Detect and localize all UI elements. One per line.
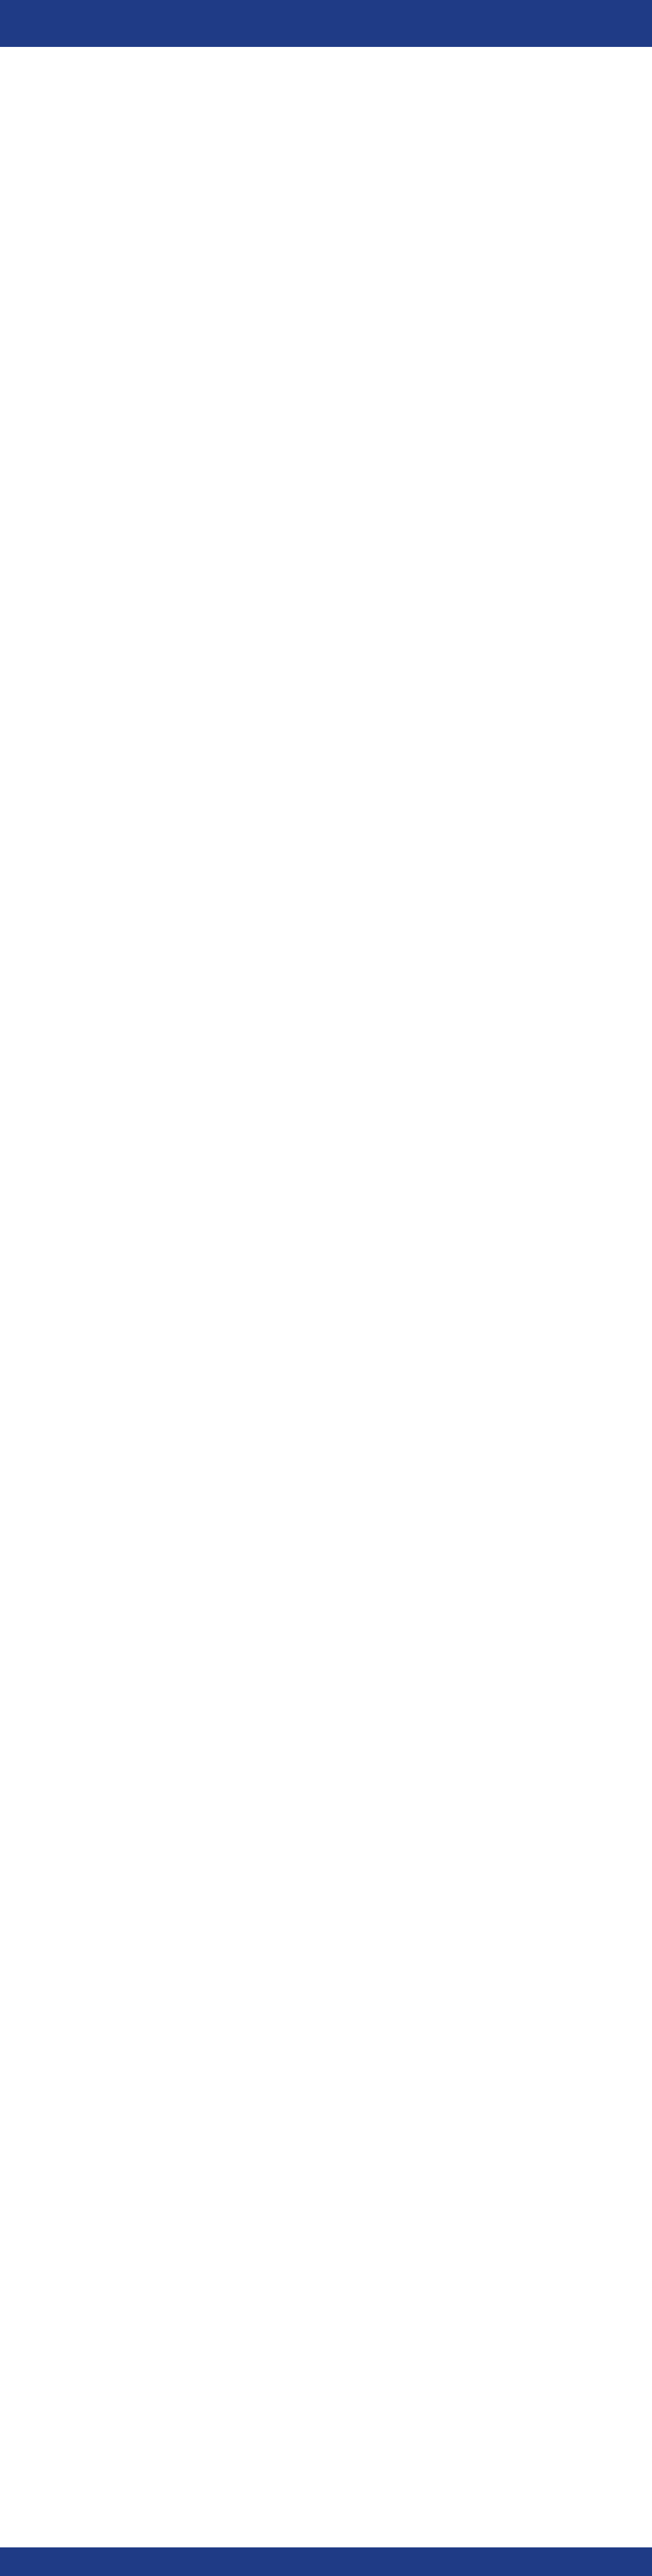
price-table xyxy=(0,64,652,2547)
header-spec xyxy=(246,23,372,47)
header-name xyxy=(114,23,246,47)
table-header xyxy=(0,23,652,47)
footer-note xyxy=(0,2547,652,2576)
page-title xyxy=(0,0,652,23)
header-maker xyxy=(0,23,114,47)
header-price xyxy=(469,23,532,47)
header-change xyxy=(589,23,652,47)
header-note xyxy=(532,23,589,47)
header-self-collect xyxy=(418,23,469,47)
header-discount xyxy=(372,23,418,47)
unit-label xyxy=(0,47,652,64)
